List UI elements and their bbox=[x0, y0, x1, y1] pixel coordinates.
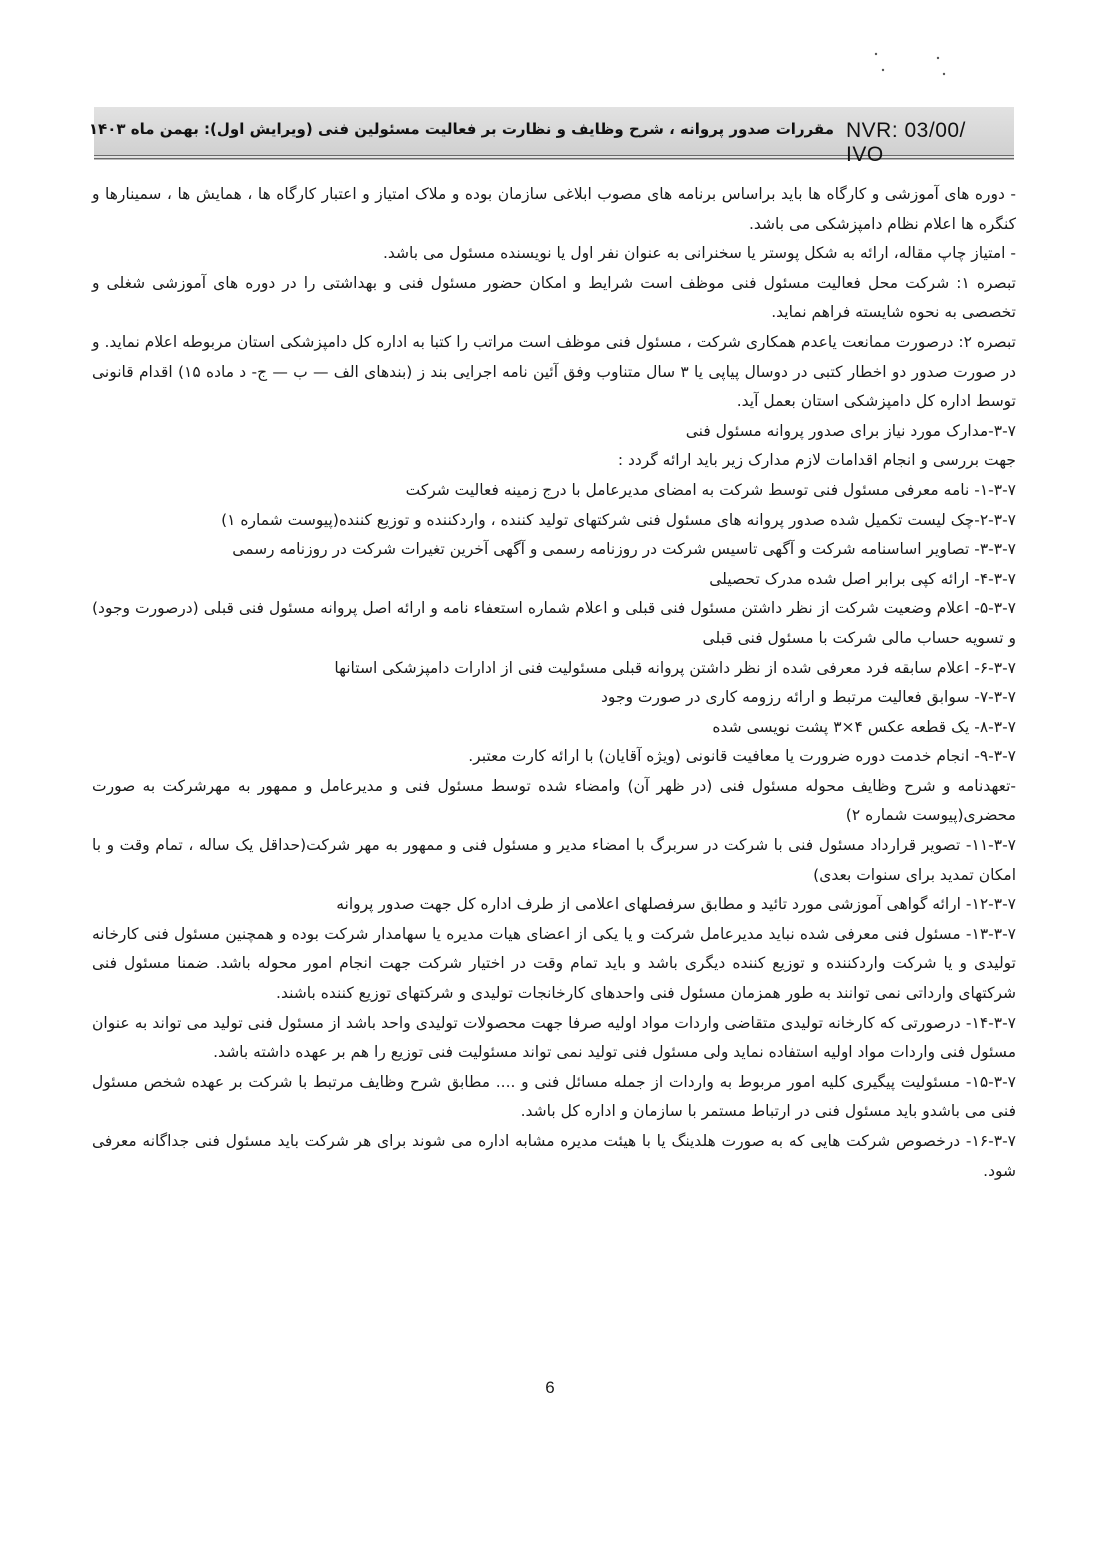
list-item: ۱۳-۳-۷- مسئول فنی معرفی شده نباید مدیرعامل شرکت و یا یکی از اعضای هیات مدیره یا سهامدار شرکت بوده و همچنین مسئول فنی کارخانه تولیدی و یا شرکت واردکننده و توزیع کننده دیگری باشد و باید تمام وقت در اختیار شرکت جهت انجام امور محوله باشد. ضمنا مسئول فنی شرکتهای وارداتی نمی توانند به طور همزمان مسئول فنی واحدهای کارخانجات تولیدی و شرکتهای توزیع کننده باشند. bbox=[92, 924, 1016, 1003]
paragraph: تبصره ۱: شرکت محل فعالیت مسئول فنی موظف است شرایط و امکان حضور مسئول فنی و بهداشتی را در دوره های آموزشی شغلی و تخصصی به نحوه شایسته فراهم نماید. bbox=[92, 273, 1016, 322]
paragraph: تبصره ۲: درصورت ممانعت یاعدم همکاری شرکت ، مسئول فنی موظف است مراتب را کتبا به اداره کل دامپزشکی استان مربوطه اعلام نماید. و در صورت صدور دو اخطار کتبی در دوسال پیاپی یا ۳ سال متناوب وفق آئین نامه اجرایی بند ز (بندهای الف — ب — ج- د ماده ۱۵) اقدام قانونی توسط اداره کل دامپزشکی استان بعمل آید. bbox=[92, 332, 1016, 411]
list-item: ۱۶-۳-۷- درخصوص شرکت هایی که به صورت هلدینگ یا با هیئت مدیره مشابه اداره می شوند برای هر شرکت باید مسئول فنی جداگانه معرفی شود. bbox=[92, 1132, 1016, 1180]
page-number: 6 bbox=[545, 1378, 555, 1397]
document-code: NVR: 03/00/ IVO bbox=[846, 119, 966, 166]
list-item: ۱۴-۳-۷- درصورتی که کارخانه تولیدی متقاضی واردات مواد اولیه صرفا جهت محصولات تولیدی واحد باشد از مسئول فنی تولید می تواند به عنوان مسئول فنی واردات مواد اولیه استفاده نماید ولی مسئول فنی تولید نمی تواند مسئولیت فنی توزیع را هم بر عهده داشته باشد. bbox=[92, 1013, 1016, 1062]
list-item: ۵-۳-۷- اعلام وضعیت شرکت از نظر داشتن مسئول فنی قبلی و اعلام شماره استعفاء نامه و ارائه اصل پروانه مسئول فنی قبلی (درصورت وجود) و تسویه حساب مالی شرکت با مسئول فنی قبلی bbox=[92, 599, 1016, 647]
list-item: -تعهدنامه و شرح وظایف محوله مسئول فنی (در ظهر آن) وامضاء شده توسط مسئول فنی و مدیرعامل و ممهور به مهرشرکت به صورت محضری(پیوست شماره ۲) bbox=[92, 776, 1016, 825]
list-item: ۲-۳-۷-چک لیست تکمیل شده صدور پروانه های مسئول فنی شرکتهای تولید کننده ، واردکننده و توزیع کننده(پیوست شماره ۱) bbox=[221, 510, 1016, 529]
list-item: ۷-۳-۷- سوابق فعالیت مرتبط و ارائه رزومه کاری در صورت وجود bbox=[601, 688, 1016, 707]
list-item: ۹-۳-۷- انجام خدمت دوره ضرورت یا معافیت قانونی (ویژه آقایان) با ارائه کارت معتبر. bbox=[468, 747, 1016, 766]
list-item: ۶-۳-۷- اعلام سابقه فرد معرفی شده از نظر داشتن پروانه قبلی مسئولیت فنی از ادارات دامپزشکی استانها bbox=[334, 658, 1016, 677]
list-item: ۴-۳-۷- ارائه کپی برابر اصل شده مدرک تحصیلی bbox=[709, 569, 1016, 588]
document-header bbox=[88, 107, 1014, 166]
document-body bbox=[92, 180, 1016, 1186]
paragraph: - امتیاز چاپ مقاله، ارائه به شکل پوستر یا سخنرانی به عنوان نفر اول یا نویسنده مسئول می باشد. bbox=[382, 244, 1016, 263]
paragraph: جهت بررسی و انجام اقدامات لازم مدارک زیر باید ارائه گردد : bbox=[617, 451, 1016, 470]
list-item: ۱۵-۳-۷- مسئولیت پیگیری کلیه امور مربوط به واردات از جمله مسائل فنی و .... مطابق شرح وظایف مرتبط با شرکت بر عهده شخص مسئول فنی می باشدو باید مسئول فنی در ارتباط مستمر با سازمان و اداره کل باشد. bbox=[92, 1072, 1016, 1121]
list-item: ۱۱-۳-۷- تصویر قرارداد مسئول فنی با شرکت در سربرگ با امضاء مدیر و مسئول فنی و ممهور به مهر شرکت(حداقل یک ساله ، تمام وقت و با امکان تمدید برای سنوات بعدی) bbox=[92, 836, 1016, 884]
section-heading: ۳-۷-مدارک مورد نیاز برای صدور پروانه مسئول فنی bbox=[685, 421, 1016, 440]
document-title: مقررات صدور پروانه ، شرح وظایف و نظارت بر فعالیت مسئولین فنی (ویرایش اول): بهمن ماه ۱۴۰۳ bbox=[88, 120, 834, 138]
list-item: ۸-۳-۷- یک قطعه عکس ۴×۳ پشت نویسی شده bbox=[712, 717, 1016, 736]
scan-specks bbox=[0, 0, 1100, 100]
list-item: ۱۲-۳-۷- ارائه گواهی آموزشی مورد تائید و مطابق سرفصلهای اعلامی از طرف اداره کل جهت صدور پروانه bbox=[336, 895, 1016, 914]
paragraph: - دوره های آموزشی و کارگاه ها باید براساس برنامه های مصوب ابلاغی سازمان بوده و ملاک امتیاز و اعتبار کارگاه ها ، همایش ها ، سمینارها و کنگره ها اعلام نظام دامپزشکی می باشد. bbox=[92, 185, 1016, 233]
list-item: ۱-۳-۷- نامه معرفی مسئول فنی توسط شرکت به امضای مدیرعامل با درج زمینه فعالیت شرکت bbox=[405, 480, 1016, 499]
list-item: ۳-۳-۷- تصاویر اساسنامه شرکت و آگهی تاسیس شرکت در روزنامه رسمی و آگهی آخرین تغیرات شرکت در روزنامه رسمی bbox=[232, 540, 1016, 559]
